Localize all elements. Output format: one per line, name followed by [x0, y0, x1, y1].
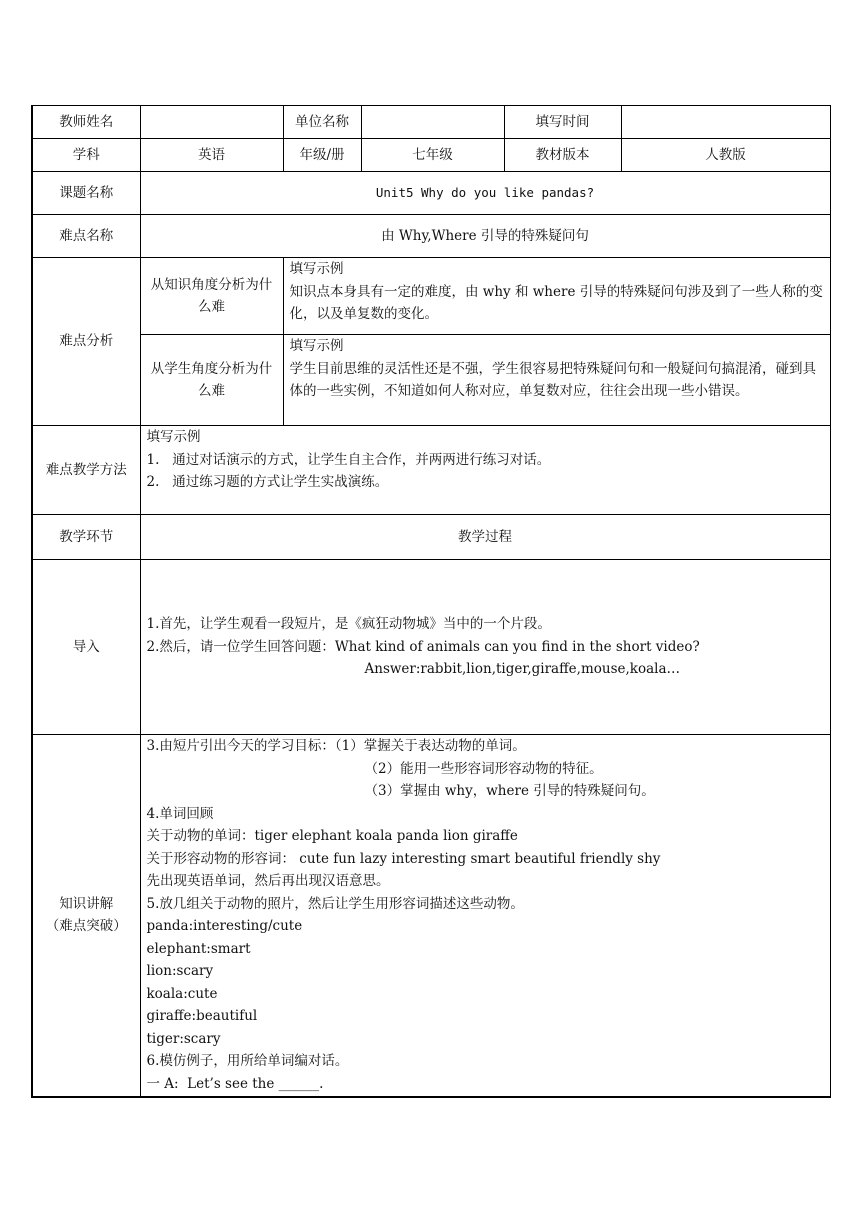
- intro-answer: Answer:rabbit,lion,tiger,giraffe,mouse,koala…: [364, 661, 681, 678]
- animal-words-line: 关于动物的单词：tiger elephant koala panda lion giraffe: [146, 828, 518, 844]
- knowledge-label-line-2: （难点突破）: [45, 918, 127, 935]
- pair-item: elephant:smart: [146, 940, 251, 957]
- edition-value: 人教版: [621, 139, 830, 172]
- difficulty-row: [32, 215, 830, 258]
- subject-label: 学科: [32, 139, 140, 172]
- lesson-plan-table: [31, 105, 831, 1098]
- unit-name-field[interactable]: [361, 106, 504, 139]
- analysis-label: 难点分析: [32, 258, 140, 426]
- process-header-row: [32, 515, 830, 560]
- pair-item: koala:cute: [146, 985, 218, 1002]
- teacher-name-field[interactable]: [140, 106, 283, 139]
- header-row-2: [32, 139, 830, 172]
- knowledge-label-line-1: 知识讲解: [59, 895, 114, 912]
- unit-name-label: 单位名称: [283, 106, 361, 139]
- topic-value: Unit5 Why do you like pandas?: [140, 172, 830, 215]
- pair-item: lion:scary: [146, 963, 214, 979]
- word-order-line: 先出现英语单词，然后再出现汉语意思。: [146, 873, 390, 889]
- goal-line-3: （3）掌握由 why，where 引导的特殊疑问句。: [364, 783, 655, 799]
- topic-row: [32, 172, 830, 215]
- intro-line-2: 2.然后，请一位学生回答问题：What kind of animals can you find in the short video?: [146, 638, 700, 655]
- method-item-2: 2. 通过练习题的方式让学生实战演练。: [146, 474, 389, 490]
- method-row: [32, 426, 830, 515]
- intro-row: [32, 560, 830, 735]
- pair-item: tiger:scary: [146, 1030, 221, 1047]
- intro-label: 导入: [32, 560, 140, 735]
- student-angle-content: [283, 335, 830, 426]
- method-example-heading: 填写示例: [146, 429, 201, 445]
- analysis-row-knowledge: [32, 258, 830, 335]
- difficulty-label: 难点名称: [32, 215, 140, 258]
- dialog-heading: 6.模仿例子，用所给单词编对话。: [146, 1053, 349, 1069]
- student-example-heading: 填写示例: [289, 338, 344, 354]
- intro-line-1: 1.首先，让学生观看一段短片，是《疯狂动物城》当中的一个片段。: [146, 616, 551, 633]
- student-angle-text: 学生目前思维的灵活性还是不强，学生很容易把特殊疑问句和一般疑问句搞混淆，碰到具体的一些实例，不知道如何人称对应，单复数对应，往往会出现一些小错误。: [289, 360, 816, 399]
- topic-label: 课题名称: [32, 172, 140, 215]
- stage-header: 教学环节: [32, 515, 140, 560]
- subject-value: 英语: [140, 139, 283, 172]
- fill-time-field[interactable]: [621, 106, 830, 139]
- knowledge-content: [140, 735, 830, 1097]
- goal-line-2: （2）能用一些形容词形容动物的特征。: [364, 760, 603, 777]
- knowledge-angle-content: [283, 258, 830, 335]
- knowledge-row: [32, 735, 830, 1097]
- knowledge-angle-label: 从知识角度分析为什么难: [140, 258, 283, 335]
- pair-item: panda:interesting/cute: [146, 918, 303, 934]
- goal-line-1: 3.由短片引出今天的学习目标：（1）掌握关于表达动物的单词。: [146, 738, 526, 754]
- review-heading: 4.单词回顾: [146, 805, 214, 822]
- pair-item: giraffe:beautiful: [146, 1008, 258, 1024]
- dialog-line-a: 一 A: Let’s see the ______.: [146, 1075, 324, 1092]
- adjective-words-line: 关于形容动物的形容词： cute fun lazy interesting smart beautiful friendly shy: [146, 850, 661, 867]
- analysis-row-student: [32, 335, 830, 426]
- fill-time-label: 填写时间: [504, 106, 621, 139]
- teacher-name-label: 教师姓名: [32, 106, 140, 139]
- method-label: 难点教学方法: [32, 426, 140, 515]
- intro-content: [140, 560, 830, 735]
- difficulty-value: 由 Why,Where 引导的特殊疑问句: [140, 215, 830, 258]
- photos-line: 5.放几组关于动物的照片，然后让学生用形容词描述这些动物。: [146, 895, 524, 912]
- process-header: 教学过程: [140, 515, 830, 560]
- student-angle-label: 从学生角度分析为什么难: [140, 335, 283, 426]
- method-item-1: 1. 通过对话演示的方式，让学生自主合作，并两两进行练习对话。: [146, 451, 551, 468]
- grade-value: 七年级: [361, 139, 504, 172]
- knowledge-angle-text: 知识点本身具有一定的难度，由 why 和 where 引导的特殊疑问句涉及到了一些人称的变化，以及单复数的变化。: [289, 283, 823, 322]
- knowledge-label: [32, 735, 140, 1097]
- grade-label: 年级/册: [283, 139, 361, 172]
- method-content: [140, 426, 830, 515]
- edition-label: 教材版本: [504, 139, 621, 172]
- header-row-1: [32, 106, 830, 139]
- knowledge-example-heading: 填写示例: [289, 261, 344, 277]
